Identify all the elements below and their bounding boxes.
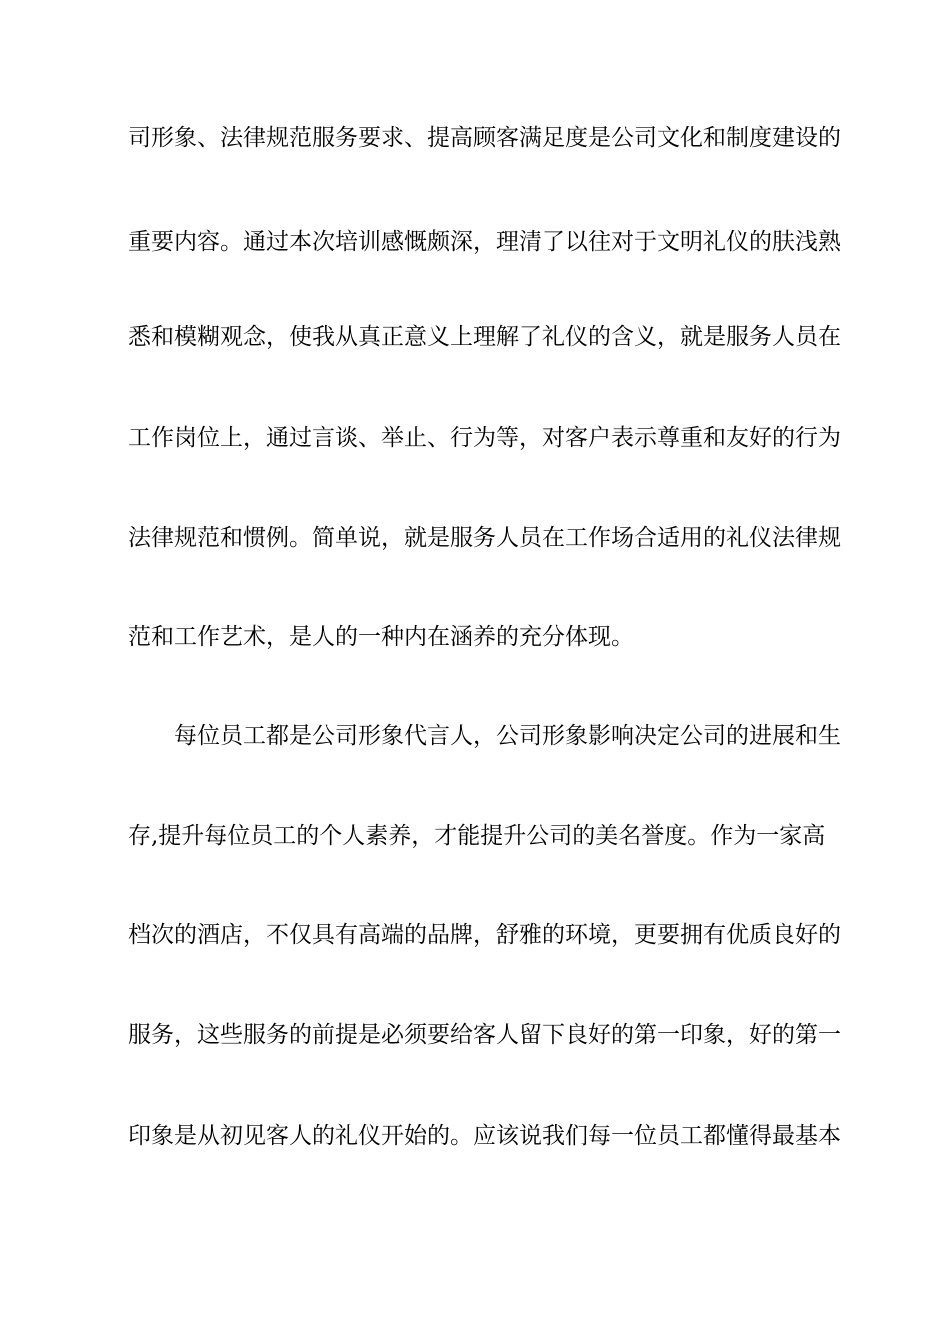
- paragraph-2-line-5: 印象是从初见客人的礼仪开始的。应该说我们每一位员工都懂得最基本: [128, 1123, 841, 1149]
- paragraph-1-line-1: 司形象、法律规范服务要求、提高顾客满足度是公司文化和制度建设的: [128, 125, 841, 151]
- paragraph-1-line-6: 范和工作艺术，是人的一种内在涵养的充分体现。: [128, 624, 634, 650]
- paragraph-1-line-5: 法律规范和惯例。简单说，就是服务人员在工作场合适用的礼仪法律规: [128, 525, 841, 551]
- paragraph-2-line-4: 服务，这些服务的前提是必须要给客人留下良好的第一印象，好的第一: [128, 1022, 841, 1048]
- paragraph-2-line-3: 档次的酒店，不仅具有高端的品牌，舒雅的环境，更要拥有优质良好的: [128, 922, 841, 948]
- paragraph-2-line-1: 每位员工都是公司形象代言人，公司形象影响决定公司的进展和生: [174, 723, 841, 749]
- paragraph-1-line-4: 工作岗位上，通过言谈、举止、行为等，对客户表示尊重和友好的行为: [128, 425, 841, 451]
- paragraph-1-line-2: 重要内容。通过本次培训感慨颇深，理清了以往对于文明礼仪的肤浅熟: [128, 229, 841, 255]
- paragraph-1-line-3: 悉和模糊观念，使我从真正意义上理解了礼仪的含义，就是服务人员在: [128, 324, 841, 350]
- paragraph-2-line-2: 存,提升每位员工的个人素养，才能提升公司的美名誉度。作为一家高: [128, 823, 826, 849]
